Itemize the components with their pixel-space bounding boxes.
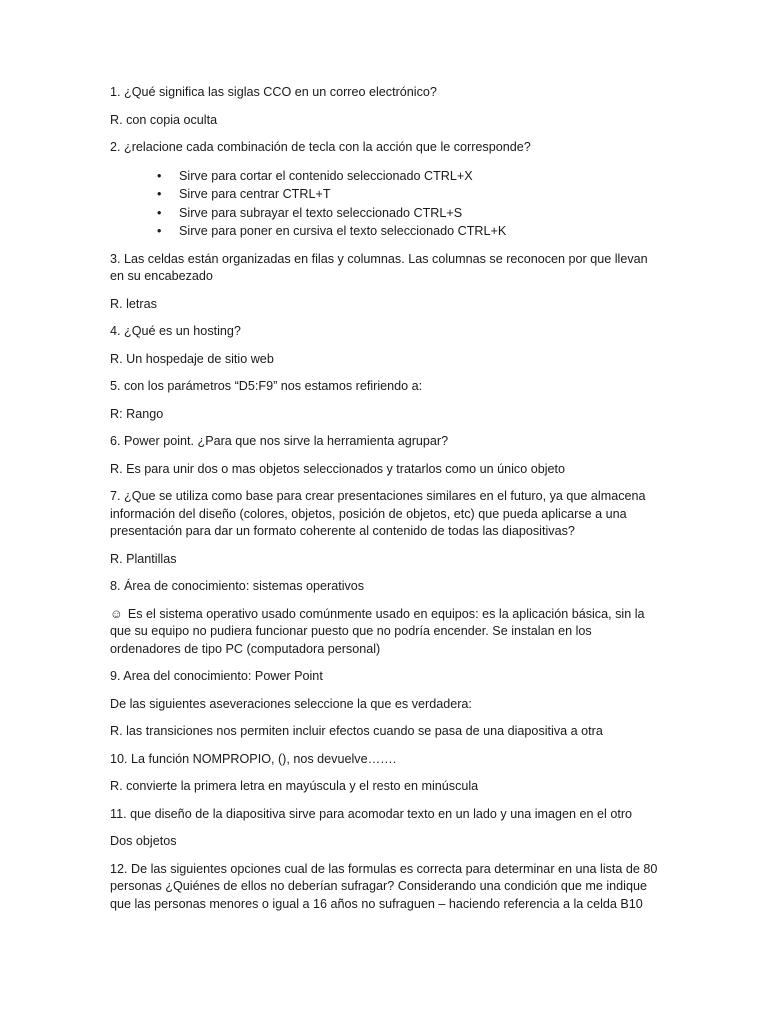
bullet-icon: • — [157, 205, 162, 220]
question-4: 4. ¿Qué es un hosting? — [110, 324, 241, 338]
question-2: 2. ¿relacione cada combinación de tecla con la acción que le corresponde? — [110, 140, 531, 154]
question-7: 7. ¿Que se utiliza como base para crear presentaciones similares en el futuro, ya que almacena información del diseño (colores, objetos, posición de objetos, etc) que pueda aplicarse a una presentación para dar un formato coherente al contenido de todas las diapositivas? — [110, 489, 646, 538]
list-item: • Sirve para subrayar el texto seleccionado CTRL+S — [110, 204, 660, 223]
question-3: 3. Las celdas están organizadas en filas y columnas. Las columnas se reconocen por que llevan en su encabezado — [110, 251, 648, 283]
question-12: 12. De las siguientes opciones cual de las formulas es correcta para determinar en una lista de 80 personas ¿Quiénes de ellos no deberían sufragar? Considerando una condición que me indique que las personas menores o igual a 16 años no sufraguen – haciendo referencia a la celda B10 — [110, 861, 658, 911]
answer-6: R. Es para unir dos o mas objetos seleccionados y tratarlos como un único objeto — [110, 461, 566, 476]
answer-8 — [110, 606, 660, 659]
question-10: 10. La función NOMPROPIO, (), nos devuelve……. — [110, 751, 397, 766]
answer-10: R. convierte la primera letra en mayúscula y el resto en minúscula — [110, 779, 479, 793]
smiley-icon: ☺ — [110, 606, 123, 621]
list-item: • Sirve para cortar el contenido seleccionado CTRL+X — [110, 167, 660, 186]
question-5: 5. con los parámetros “D5:F9” nos estamos refiriendo a: — [110, 379, 423, 393]
question-9: 9. Area del conocimiento: Power Point — [110, 669, 323, 683]
question-9-prompt: De las siguientes aseveraciones seleccione la que es verdadera: — [110, 696, 472, 711]
shortcut-list — [110, 167, 660, 241]
list-item: • Sirve para centrar CTRL+T — [110, 185, 660, 204]
answer-5: R: Rango — [110, 406, 164, 421]
answer-7: R. Plantillas — [110, 551, 177, 566]
answer-4: R. Un hospedaje de sitio web — [110, 351, 274, 366]
answer-8-text: Es el sistema operativo usado comúnmente usado en equipos: es la aplicación básica, sin la que su equipo no pudiera funcionar puesto que no podría encender. Se instalan en los ordenadores de tipo PC (computadora personal) — [110, 606, 645, 656]
question-6: 6. Power point. ¿Para que nos sirve la herramienta agrupar? — [110, 434, 449, 448]
bullet-icon: • — [157, 168, 162, 183]
answer-9: R. las transiciones nos permiten incluir efectos cuando se pasa de una diapositiva a otra — [110, 724, 603, 738]
question-8: 8. Área de conocimiento: sistemas operativos — [110, 579, 365, 593]
bullet-icon: • — [157, 224, 162, 238]
list-item: • Sirve para poner en cursiva el texto seleccionado CTRL+K — [110, 222, 660, 241]
answer-3: R. letras — [110, 296, 157, 311]
answer-11: Dos objetos — [110, 834, 177, 848]
bullet-icon: • — [157, 187, 162, 201]
answer-1: R. con copia oculta — [110, 112, 218, 127]
question-1: 1. ¿Qué significa las siglas CCO en un correo electrónico? — [110, 85, 437, 99]
question-11: 11. que diseño de la diapositiva sirve para acomodar texto en un lado y una imagen en el otro — [110, 806, 633, 821]
document-page — [110, 84, 660, 923]
